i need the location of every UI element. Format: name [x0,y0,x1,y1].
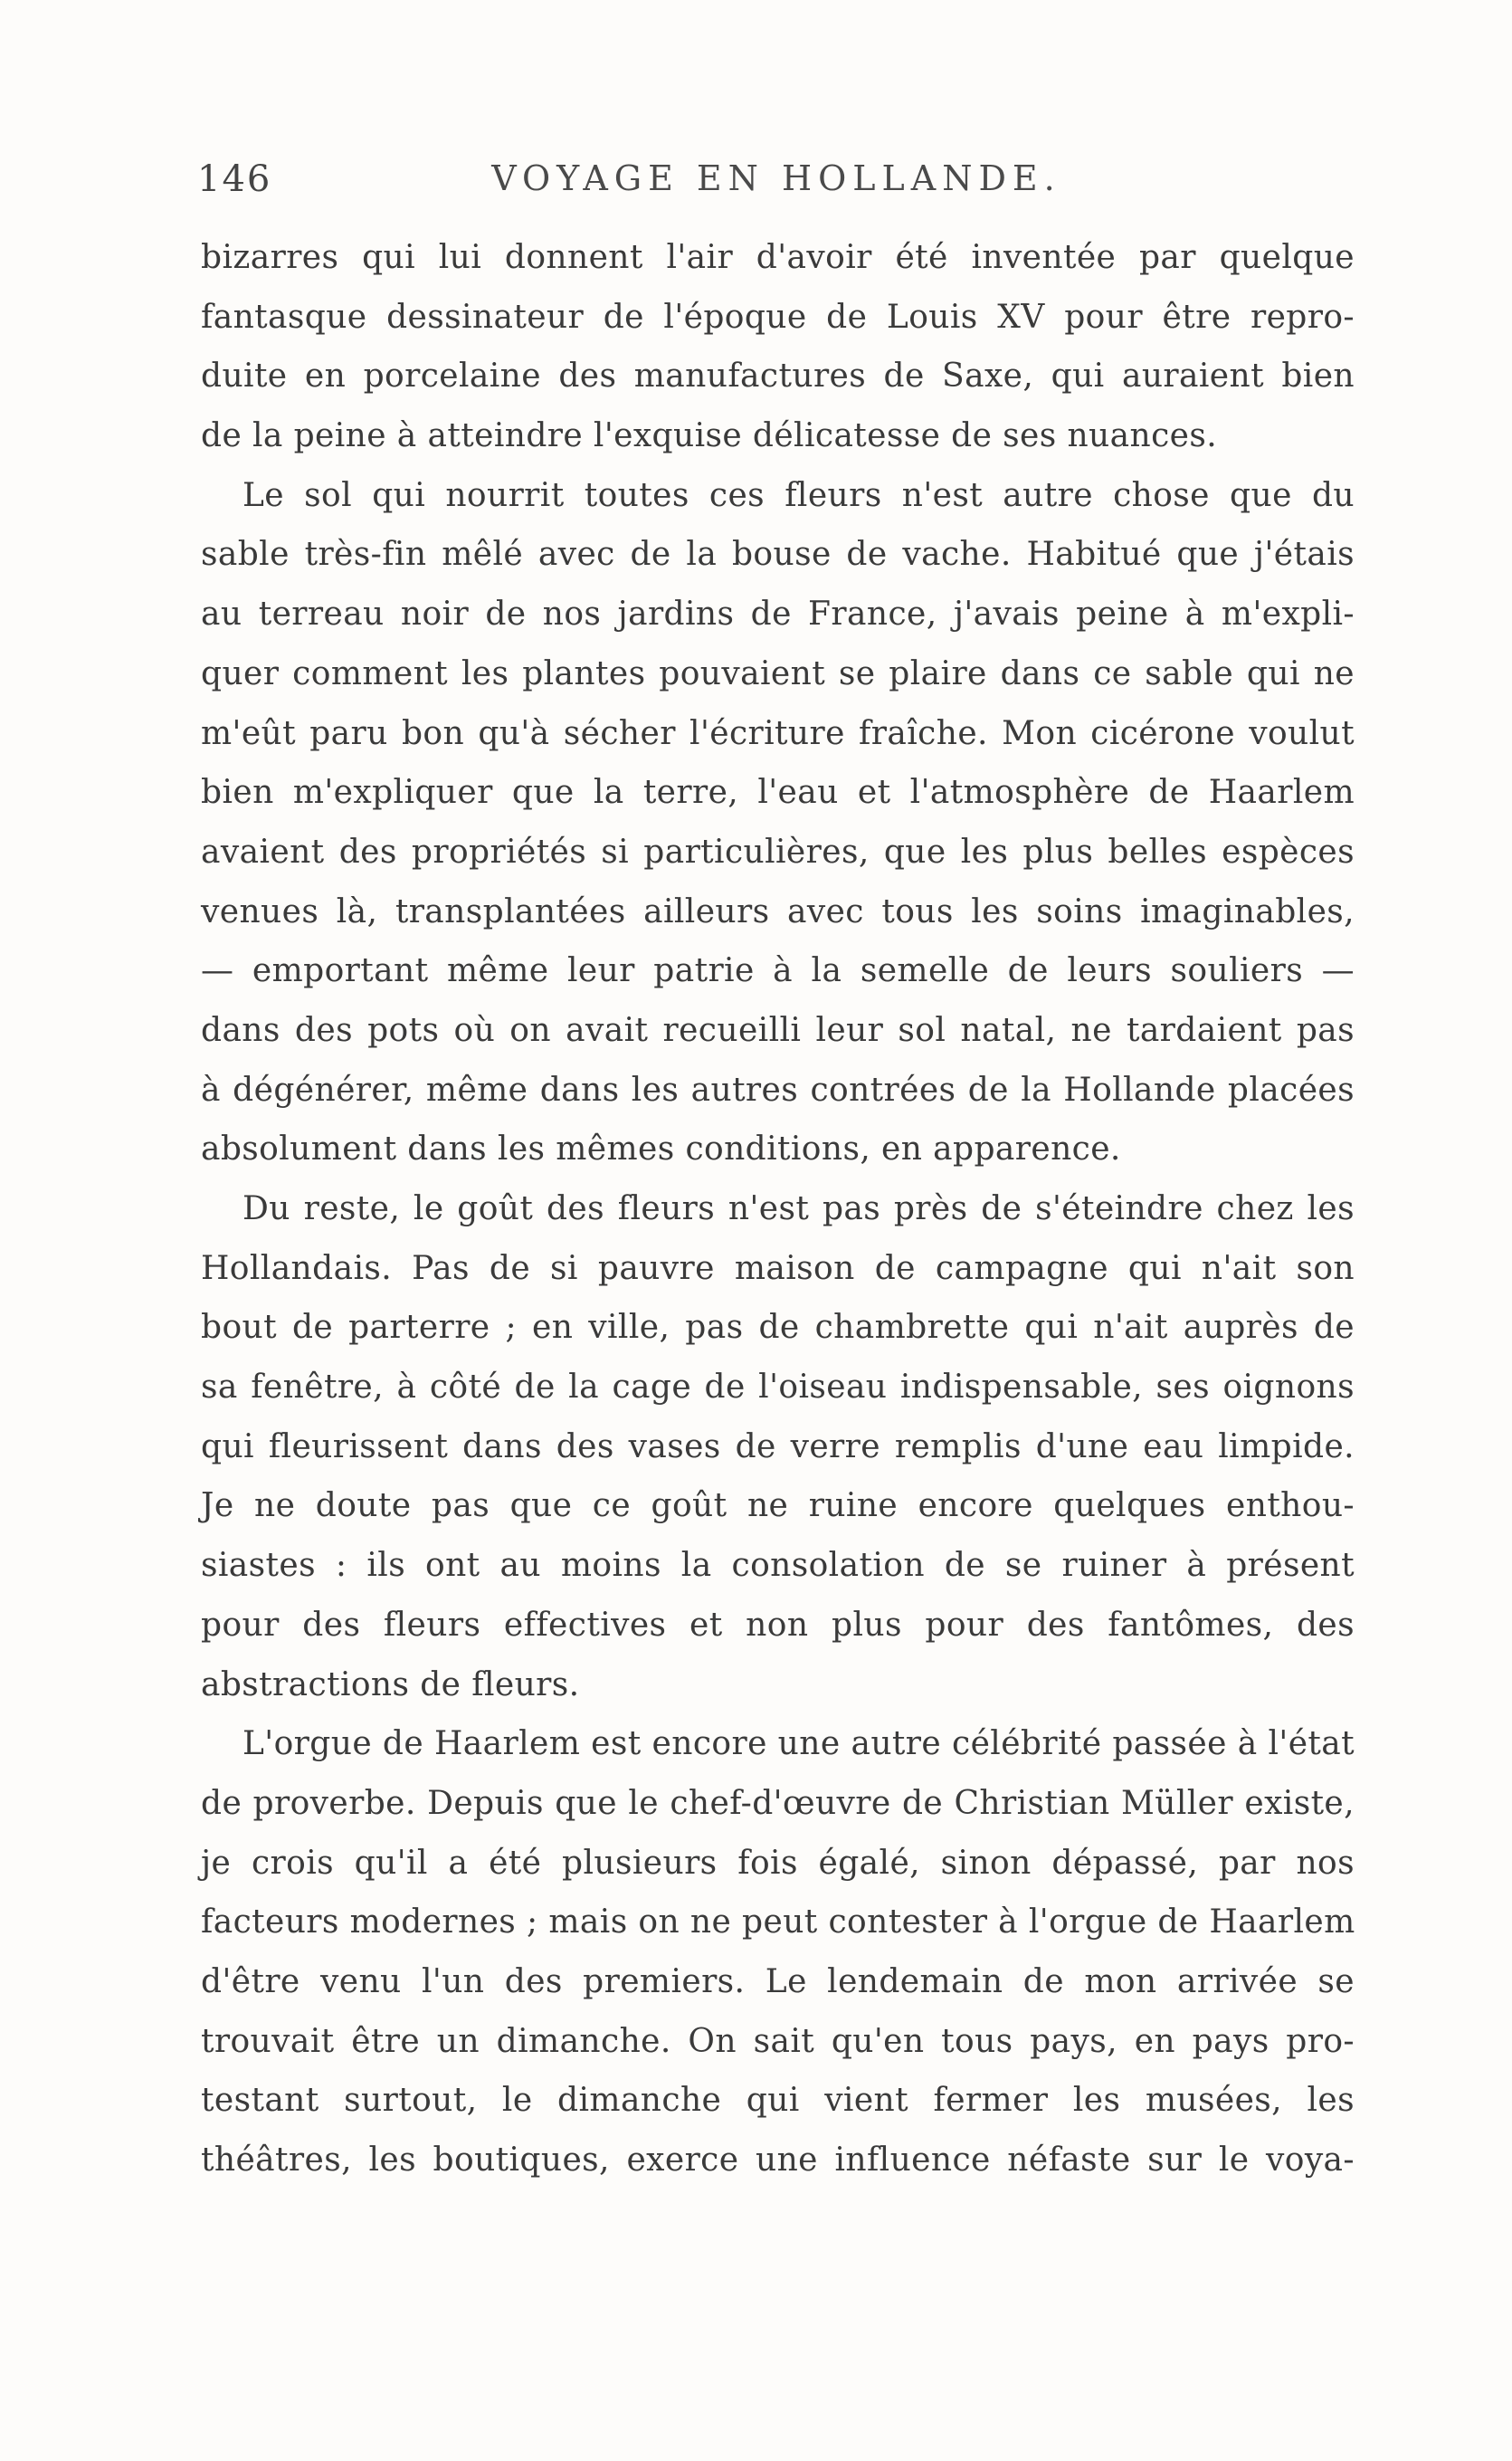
text-line: trouvait être un dimanche. On sait qu'en tous pays, en pays pro- [201,2022,1355,2060]
text-line: Le sol qui nourrit toutes ces fleurs n'est autre chose que du [242,476,1355,514]
text-line: au terreau noir de nos jardins de France, j'avais peine à m'expli- [201,596,1355,634]
text-line: théâtres, les boutiques, exerce une influence néfaste sur le voya- [201,2141,1355,2179]
text-line: je crois qu'il a été plusieurs fois égalé, sinon dépassé, par nos [201,1844,1355,1882]
text-line: sa fenêtre, à côté de la cage de l'oiseau indispensable, ses oignons [201,1369,1355,1407]
body-text [201,228,1355,2190]
text-line: pour des fleurs effectives et non plus pour des fantômes, des [201,1606,1355,1644]
text-line: sable très-fin mêlé avec de la bouse de vache. Habitué que j'étais [201,536,1355,574]
text-line: bout de parterre ; en ville, pas de chambrette qui n'ait auprès de [201,1309,1355,1347]
text-line: quer comment les plantes pouvaient se plaire dans ce sable qui ne [201,654,1355,692]
text-line: dans des pots où on avait recueilli leur sol natal, ne tardaient pas [201,1011,1355,1049]
text-line: — emportant même leur patrie à la semelle de leurs souliers — [201,952,1355,990]
paragraph [201,466,1355,1179]
text-line: L'orgue de Haarlem est encore une autre célébrité passée à l'état [242,1725,1355,1763]
paragraph [201,228,1355,466]
text-line: Hollandais. Pas de si pauvre maison de campagne qui n'ait son [201,1249,1355,1287]
text-line: facteurs modernes ; mais on ne peut contester à l'orgue de Haarlem [201,1903,1355,1941]
text-line: abstractions de fleurs. [201,1665,580,1703]
text-line: avaient des propriétés si particulières, que les plus belles espèces [201,833,1355,871]
text-line: qui fleurissent dans des vases de verre remplis d'une eau limpide. [201,1427,1355,1465]
paragraph [201,1714,1355,2190]
text-line: siastes : ils ont au moins la consolation de se ruiner à présent [201,1547,1355,1585]
text-line: Du reste, le goût des fleurs n'est pas près de s'éteindre chez les [242,1190,1355,1227]
paragraph [201,1179,1355,1714]
text-line: testant surtout, le dimanche qui vient fermer les musées, les [201,2082,1355,2120]
text-line: bien m'expliquer que la terre, l'eau et l'atmosphère de Haarlem [201,774,1355,812]
page-header [197,158,1355,213]
text-line: m'eût paru bon qu'à sécher l'écriture fraîche. Mon cicérone voulut [201,714,1355,752]
text-line: Je ne doute pas que ce goût ne ruine encore quelques enthou- [201,1487,1355,1525]
text-line: de proverbe. Depuis que le chef-d'œuvre de Christian Müller existe, [201,1784,1355,1822]
text-line: à dégénérer, même dans les autres contrées de la Hollande placées [201,1071,1355,1109]
running-title: VOYAGE EN HOLLANDE. [491,158,1061,198]
text-line: duite en porcelaine des manufactures de Saxe, qui auraient bien [201,358,1355,396]
text-line: bizarres qui lui donnent l'air d'avoir été inventée par quelque [201,239,1355,276]
page-number: 146 [197,158,272,200]
text-line: absolument dans les mêmes conditions, en apparence. [201,1130,1121,1168]
text-line: fantasque dessinateur de l'époque de Louis XV pour être repro- [201,298,1355,336]
text-line: venues là, transplantées ailleurs avec tous les soins imaginables, [201,892,1355,930]
text-line: de la peine à atteindre l'exquise délicatesse de ses nuances. [201,417,1218,455]
text-line: d'être venu l'un des premiers. Le lendemain de mon arrivée se [201,1962,1355,2000]
